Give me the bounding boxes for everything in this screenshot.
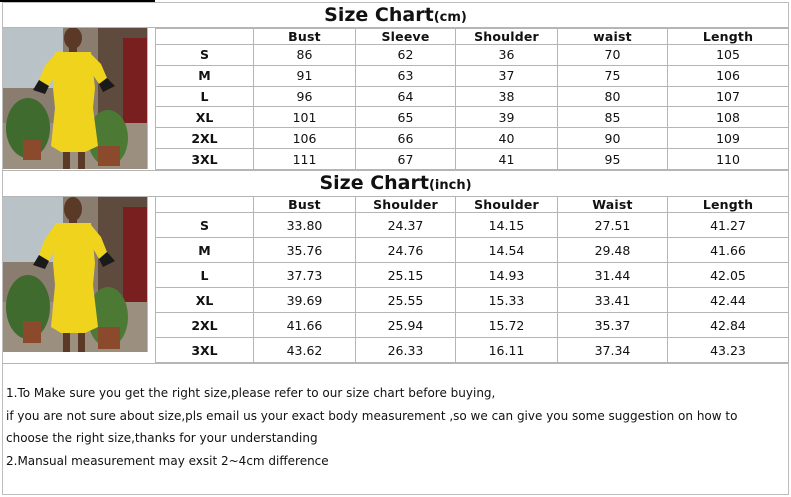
table-row	[156, 288, 789, 313]
table-cell: 31.44	[558, 263, 668, 288]
table-cell: 41	[456, 149, 558, 170]
size-label-cell: 2XL	[156, 313, 254, 338]
table-cell: 106	[254, 128, 356, 149]
size-notes	[6, 382, 786, 472]
table-cell: 85	[558, 107, 668, 128]
table-cell: 39.69	[254, 288, 356, 313]
table-cell: 106	[668, 65, 789, 86]
table-row	[156, 338, 789, 363]
table-cell: 24.76	[356, 238, 456, 263]
table-cell: 42.84	[668, 313, 789, 338]
table-cell: 108	[668, 107, 789, 128]
model-photo-cm	[3, 28, 148, 169]
table-cell: 111	[254, 149, 356, 170]
table-cell: 70	[558, 45, 668, 66]
header-cell: Bust	[254, 197, 356, 213]
table-cell: 65	[356, 107, 456, 128]
header-cell: waist	[558, 29, 668, 45]
table-cell: 29.48	[558, 238, 668, 263]
table-cell: 62	[356, 45, 456, 66]
table-cell: 37	[456, 65, 558, 86]
table-cell: 15.72	[456, 313, 558, 338]
inch-chart-title	[2, 171, 789, 196]
size-label-cell: XL	[156, 288, 254, 313]
table-cell: 37.73	[254, 263, 356, 288]
table-cell: 43.62	[254, 338, 356, 363]
header-cell: Length	[668, 197, 789, 213]
table-cell: 86	[254, 45, 356, 66]
table-cell: 25.94	[356, 313, 456, 338]
table-cell: 33.80	[254, 213, 356, 238]
table-header-row	[156, 29, 789, 45]
header-cell: Shoulder	[456, 197, 558, 213]
table-cell: 25.15	[356, 263, 456, 288]
size-label-cell: S	[156, 213, 254, 238]
header-cell: Sleeve	[356, 29, 456, 45]
table-cell: 75	[558, 65, 668, 86]
header-cell: Bust	[254, 29, 356, 45]
note-line: 1.To Make sure you get the right size,please refer to our size chart before buying,	[6, 386, 496, 400]
table-cell: 33.41	[558, 288, 668, 313]
table-cell: 16.11	[456, 338, 558, 363]
note-line: 2.Mansual measurement may exsit 2~4cm difference	[6, 453, 329, 468]
header-cell: Waist	[558, 197, 668, 213]
table-cell: 42.05	[668, 263, 789, 288]
table-cell: 96	[254, 86, 356, 107]
table-cell: 14.54	[456, 238, 558, 263]
table-cell: 36	[456, 45, 558, 66]
size-label-cell: S	[156, 45, 254, 66]
inch-unit-text: (inch)	[428, 178, 472, 193]
note-line: choose the right size,thanks for your understanding	[6, 431, 318, 445]
table-cell: 63	[356, 65, 456, 86]
table-cell: 107	[668, 86, 789, 107]
cm-title-text: Size Chart	[324, 4, 434, 26]
table-cell: 26.33	[356, 338, 456, 363]
header-cell: Length	[668, 29, 789, 45]
table-row	[156, 313, 789, 338]
table-row	[156, 45, 789, 66]
size-label-cell: L	[156, 86, 254, 107]
table-cell: 38	[456, 86, 558, 107]
table-cell: 41.66	[254, 313, 356, 338]
table-header-row	[156, 197, 789, 213]
cm-size-table	[155, 28, 789, 170]
header-cell: Shoulder	[356, 197, 456, 213]
note-line: if you are not sure about size,pls email us your exact body measurement ,so we can give you some suggestion on how to	[6, 408, 738, 423]
table-row	[156, 86, 789, 107]
inch-size-table	[155, 196, 789, 363]
table-row	[156, 263, 789, 288]
table-cell: 43.23	[668, 338, 789, 363]
table-cell: 91	[254, 65, 356, 86]
inch-title-text: Size Chart	[319, 172, 429, 194]
size-label-cell: M	[156, 238, 254, 263]
table-cell: 90	[558, 128, 668, 149]
header-cell: Shoulder	[456, 29, 558, 45]
table-cell: 14.93	[456, 263, 558, 288]
table-cell: 37.34	[558, 338, 668, 363]
table-row	[156, 128, 789, 149]
table-row	[156, 213, 789, 238]
table-cell: 35.37	[558, 313, 668, 338]
table-cell: 14.15	[456, 213, 558, 238]
table-cell: 35.76	[254, 238, 356, 263]
header-cell	[156, 29, 254, 45]
table-cell: 101	[254, 107, 356, 128]
table-row	[156, 107, 789, 128]
table-cell: 67	[356, 149, 456, 170]
table-cell: 41.27	[668, 213, 789, 238]
table-cell: 80	[558, 86, 668, 107]
table-cell: 109	[668, 128, 789, 149]
model-photo-inch	[3, 197, 148, 352]
table-cell: 27.51	[558, 213, 668, 238]
table-row	[156, 65, 789, 86]
table-cell: 39	[456, 107, 558, 128]
table-cell: 15.33	[456, 288, 558, 313]
table-row	[156, 149, 789, 170]
table-cell: 110	[668, 149, 789, 170]
model-in-yellow-dress-image	[3, 28, 148, 169]
size-label-cell: 2XL	[156, 128, 254, 149]
notes-divider	[2, 363, 789, 364]
table-row	[156, 238, 789, 263]
header-cell	[156, 197, 254, 213]
table-cell: 40	[456, 128, 558, 149]
size-label-cell: M	[156, 65, 254, 86]
table-cell: 105	[668, 45, 789, 66]
cm-unit-text: (cm)	[433, 10, 467, 25]
size-label-cell: XL	[156, 107, 254, 128]
table-cell: 66	[356, 128, 456, 149]
table-cell: 25.55	[356, 288, 456, 313]
model-in-yellow-dress-image	[3, 197, 148, 352]
size-label-cell: 3XL	[156, 149, 254, 170]
cm-chart-title	[2, 3, 789, 28]
table-cell: 64	[356, 86, 456, 107]
table-cell: 24.37	[356, 213, 456, 238]
table-cell: 42.44	[668, 288, 789, 313]
table-cell: 95	[558, 149, 668, 170]
size-label-cell: L	[156, 263, 254, 288]
table-cell: 41.66	[668, 238, 789, 263]
size-label-cell: 3XL	[156, 338, 254, 363]
